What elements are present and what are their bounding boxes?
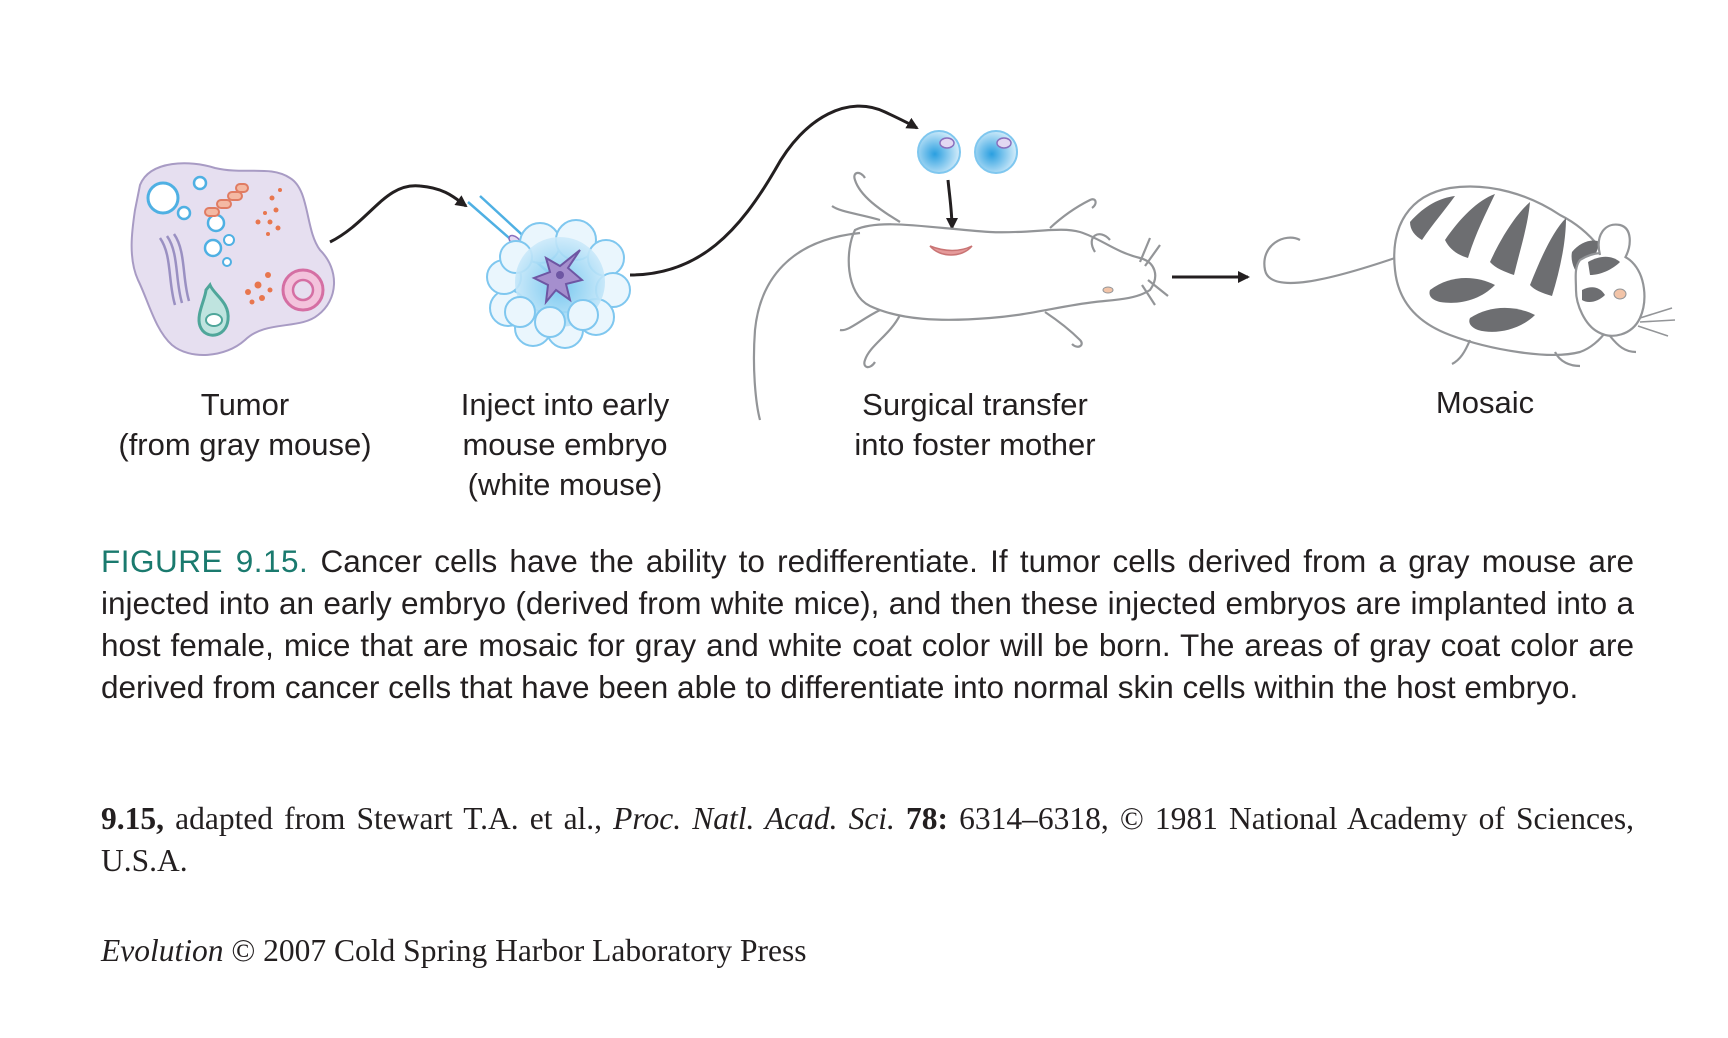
- mosaic-mouse-illustration: [1264, 187, 1675, 366]
- stage-label-tumor: Tumor (from gray mouse): [118, 387, 372, 462]
- embryo-illustration: [468, 196, 630, 348]
- figure-credit: [101, 798, 1634, 882]
- arrow-to-incision: [948, 180, 952, 228]
- stage-label-mosaic: Mosaic: [1435, 385, 1535, 420]
- stage-label-inject: Inject into early mouse embryo (white mouse): [460, 387, 670, 502]
- arrow-to-embryo: [330, 186, 466, 242]
- tumor-vesicle: [148, 183, 178, 213]
- arrow-to-foster: [630, 106, 917, 275]
- caption-text: Cancer cells have the ability to redifferentiate. If tumor cells derived from a gray mouse are injected into an early embryo (derived from white mice), and then these injected embryos are implanted into a host female, mice that are mosaic for gray and white coat color will be born. The areas of gray coat color are derived from cancer cells that have been able to differentiate into normal skin cells within the host embryo.: [101, 543, 1634, 705]
- credit-text-before: adapted from Stewart T.A. et al.,: [175, 801, 603, 836]
- transferred-embryos: [918, 131, 1017, 173]
- tumor-ring-cell: [283, 270, 323, 310]
- tumor-vesicle: [223, 258, 231, 266]
- tumor-vesicle: [205, 240, 221, 256]
- tumor-illustration: [132, 163, 334, 355]
- book-copyright: [101, 930, 806, 972]
- tumor-vesicle: [194, 177, 206, 189]
- foster-eye: [1103, 287, 1113, 293]
- figure-label: FIGURE 9.15.: [101, 543, 309, 579]
- tumor-vesicle: [208, 215, 224, 231]
- credit-figure-ref: 9.15,: [101, 801, 164, 836]
- tumor-vesicle: [178, 207, 190, 219]
- mosaic-eye: [1614, 289, 1626, 299]
- tumor-vesicle: [224, 235, 234, 245]
- credit-journal: Proc. Natl. Acad. Sci.: [613, 801, 895, 836]
- incision: [930, 246, 972, 255]
- foster-mother-illustration: [754, 173, 1168, 420]
- stage-label-surgical-transfer: Surgical transfer into foster mother: [854, 387, 1096, 462]
- copyright-text: © 2007 Cold Spring Harbor Laboratory Press: [231, 933, 807, 968]
- figure-caption: [101, 540, 1634, 708]
- book-title: Evolution: [101, 933, 224, 968]
- credit-volume: 78:: [906, 801, 949, 836]
- credit-text-after: 6314–6318, © 1981 National Academy of Sciences, U.S.A.: [101, 801, 1635, 878]
